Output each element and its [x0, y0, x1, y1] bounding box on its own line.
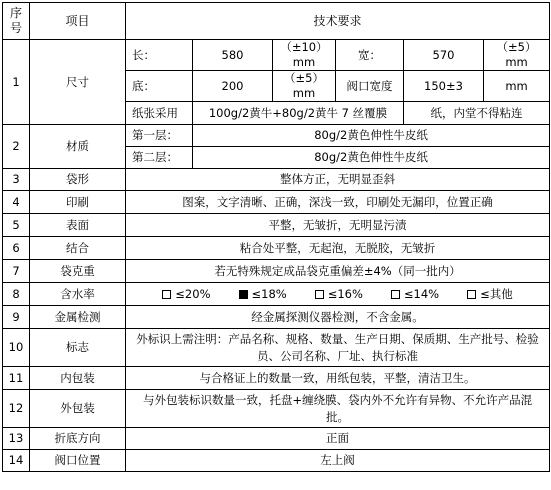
table-row — [3, 191, 550, 214]
row-requirement: 平整，无皱折，无明显污渍 — [126, 214, 550, 237]
header-seq: 序号 — [3, 3, 30, 40]
moisture-option[interactable]: ≤其他 — [467, 287, 513, 302]
paper-spec: 100g/2黄牛+80g/2黄牛 7 丝覆膜 — [193, 102, 404, 125]
checkbox-checked-icon[interactable] — [239, 290, 248, 299]
row-requirement: 与合格证上的数量一致，用纸包装，平整，清洁卫生。 — [126, 367, 550, 390]
row-item: 表面 — [30, 214, 126, 237]
moisture-option[interactable]: ≤18% — [239, 287, 287, 302]
row-number: 13 — [3, 428, 30, 450]
table-row — [3, 428, 550, 450]
length-value: 580 — [193, 40, 273, 71]
row-number: 2 — [3, 125, 30, 169]
layer1-value: 80g/2黄色伸性牛皮纸 — [193, 125, 550, 147]
header-requirements: 技术要求 — [126, 3, 550, 40]
checkbox-icon[interactable] — [467, 290, 476, 299]
table-row — [3, 214, 550, 237]
table-row — [3, 329, 550, 367]
row-requirement: 正面 — [126, 428, 550, 450]
table-row — [3, 450, 550, 472]
checkbox-icon[interactable] — [391, 290, 400, 299]
paper-label: 纸张采用 — [126, 102, 193, 125]
row-item: 尺寸 — [30, 40, 126, 125]
row-requirement: 外标识上需注明：产品名称、规格、数量、生产日期、保质期、生产批号、检验员、公司名称、厂址、执行标准 — [126, 329, 550, 367]
row-requirement: 若无特殊规定成品袋克重偏差±4%（同一批内） — [126, 260, 550, 283]
row-number: 14 — [3, 450, 30, 472]
checkbox-icon[interactable] — [315, 290, 324, 299]
row-item: 折底方向 — [30, 428, 126, 450]
row-item: 金属检测 — [30, 306, 126, 329]
length-label: 长： — [126, 40, 193, 71]
table-row — [3, 169, 550, 191]
row-requirement: 与外包装标识数量一致，托盘+缠绕膜、袋内外不允许有异物、不允许产品混批。 — [126, 390, 550, 428]
valve-width-label: 阀口宽度 — [336, 71, 404, 102]
table-row — [3, 306, 550, 329]
table-row — [3, 237, 550, 260]
row-requirement: 整体方正，无明显歪斜 — [126, 169, 550, 191]
layer2-value: 80g/2黄色伸性牛皮纸 — [193, 147, 550, 169]
row-requirement: 经金属探测仪器检测，不含金属。 — [126, 306, 550, 329]
paper-note: 纸，内堂不得粘连 — [404, 102, 550, 125]
row-item: 阀口位置 — [30, 450, 126, 472]
moisture-options — [126, 283, 550, 306]
row-number: 5 — [3, 214, 30, 237]
moisture-option[interactable]: ≤20% — [162, 287, 210, 302]
row-item: 外包装 — [30, 390, 126, 428]
row-requirement: 图案，文字清晰、正确，深浅一致，印刷处无漏印，位置正确 — [126, 191, 550, 214]
width-label: 宽： — [336, 40, 404, 71]
width-tolerance: （±5）mm — [484, 40, 550, 71]
bottom-value: 200 — [193, 71, 273, 102]
length-tolerance: （±10）mm — [273, 40, 336, 71]
row-requirement: 左上阀 — [126, 450, 550, 472]
moisture-option[interactable]: ≤16% — [315, 287, 363, 302]
width-value: 570 — [404, 40, 484, 71]
row-number: 12 — [3, 390, 30, 428]
spec-table — [2, 2, 550, 472]
row-number: 6 — [3, 237, 30, 260]
row-item: 材质 — [30, 125, 126, 169]
row-item: 袋克重 — [30, 260, 126, 283]
row-number: 1 — [3, 40, 30, 125]
row-number: 9 — [3, 306, 30, 329]
row-item: 袋形 — [30, 169, 126, 191]
row-item: 含水率 — [30, 283, 126, 306]
moisture-option[interactable]: ≤14% — [391, 287, 439, 302]
row-item: 标志 — [30, 329, 126, 367]
row-item: 印刷 — [30, 191, 126, 214]
layer2-label: 第二层： — [126, 147, 193, 169]
table-header-row — [3, 3, 550, 40]
table-row — [3, 390, 550, 428]
row-number: 4 — [3, 191, 30, 214]
header-item: 项目 — [30, 3, 126, 40]
row-number: 11 — [3, 367, 30, 390]
row-item: 内包装 — [30, 367, 126, 390]
row-number: 10 — [3, 329, 30, 367]
table-row — [3, 125, 550, 147]
valve-width-unit: mm — [484, 71, 550, 102]
checkbox-icon[interactable] — [162, 290, 171, 299]
bottom-tolerance: （±5）mm — [273, 71, 336, 102]
row-number: 3 — [3, 169, 30, 191]
table-row — [3, 40, 550, 71]
row-item: 结合 — [30, 237, 126, 260]
table-row — [3, 260, 550, 283]
table-row — [3, 283, 550, 306]
bottom-label: 底： — [126, 71, 193, 102]
layer1-label: 第一层： — [126, 125, 193, 147]
valve-width-value: 150±3 — [404, 71, 484, 102]
table-row — [3, 367, 550, 390]
row-number: 7 — [3, 260, 30, 283]
row-requirement: 粘合处平整，无起泡，无脱胶，无皱折 — [126, 237, 550, 260]
row-number: 8 — [3, 283, 30, 306]
